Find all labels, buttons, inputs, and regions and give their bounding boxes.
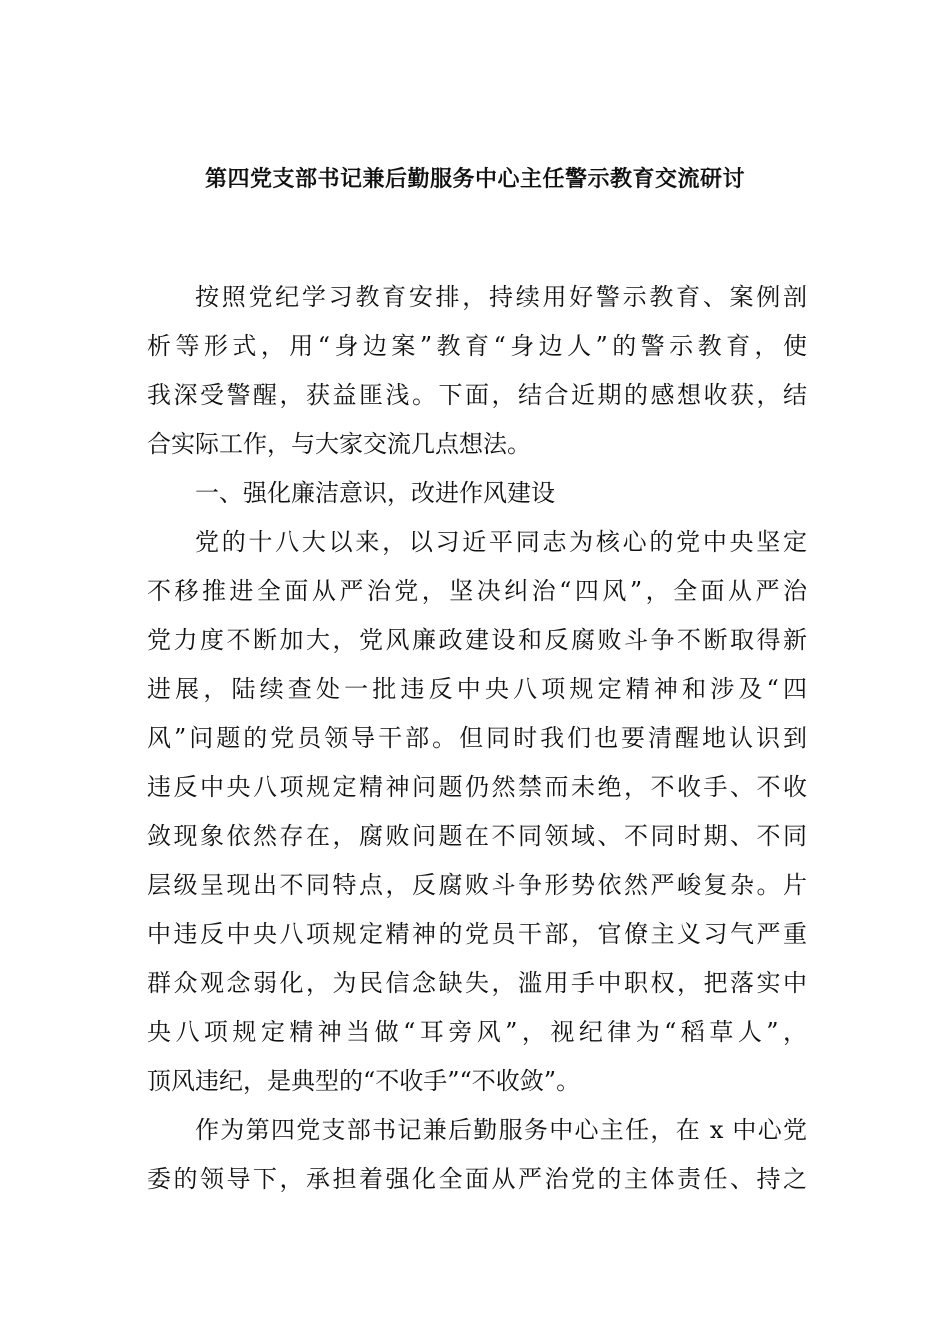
document-body [147,273,807,1204]
text-line: 一、强化廉洁意识，改进作风建设 [195,479,555,507]
text-line: 层级呈现出不同特点，反腐败斗争形势依然严峻复杂。片 [147,871,807,899]
document-title: 第四党支部书记兼后勤服务中心主任警示教育交流研讨 [204,166,745,192]
text-line: 进展，陆续查处一批违反中央八项规定精神和涉及“四 [147,675,807,703]
text-line: 委的领导下，承担着强化全面从严治党的主体责任、持之 [147,1165,807,1193]
text-line: 作为第四党支部书记兼后勤服务中心主任，在 x 中心党 [195,1116,807,1144]
text-line: 群众观念弱化，为民信念缺失，滥用手中职权，把落实中 [147,969,807,997]
text-line: 顶风违纪，是典型的“不收手”“不收敛”。 [147,1067,581,1095]
text-line: 我深受警醒，获益匪浅。下面，结合近期的感想收获，结 [147,381,807,409]
text-line: 中违反中央八项规定精神的党员干部，官僚主义习气严重 [147,920,807,948]
text-line: 析等形式，用“身边案”教育“身边人”的警示教育，使 [147,332,807,360]
text-line: 按照党纪学习教育安排，持续用好警示教育、案例剖 [195,283,807,311]
text-line: 党的十八大以来，以习近平同志为核心的党中央坚定 [195,528,807,556]
text-line: 敛现象依然存在，腐败问题在不同领域、不同时期、不同 [147,822,807,850]
text-line: 党力度不断加大，党风廉政建设和反腐败斗争不断取得新 [147,626,807,654]
text-line: 合实际工作，与大家交流几点想法。 [147,430,531,458]
text-line: 风”问题的党员领导干部。但同时我们也要清醒地认识到 [147,724,807,752]
text-line: 不移推进全面从严治党，坚决纠治“四风”，全面从严治 [147,577,807,605]
text-line: 违反中央八项规定精神问题仍然禁而未绝，不收手、不收 [147,773,807,801]
text-line: 央八项规定精神当做“耳旁风”，视纪律为“稻草人”， [147,1018,807,1046]
